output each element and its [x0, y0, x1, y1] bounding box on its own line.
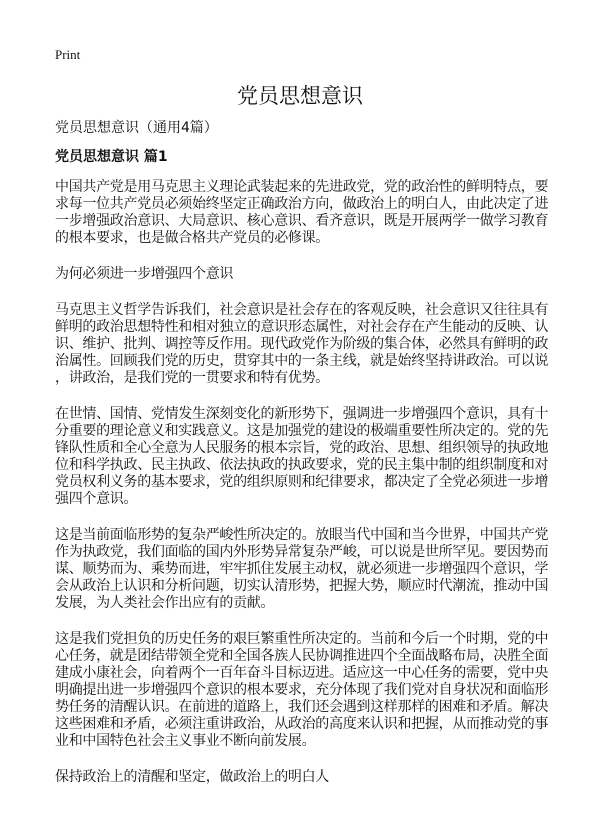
document-body: [55, 120, 549, 805]
paragraph: [55, 527, 549, 612]
text-line: 心任务，就是团结带领全党和全国各族人民协调推进四个全面战略布局，决胜全面: [55, 648, 549, 664]
text-line: 求每一位共产党员必须始终坚定正确政治方向，做政治上的明白人，由此决定了进: [55, 196, 549, 212]
text-line: 治属性。回顾我们党的历史，贯穿其中的一条主线，就是始终坚持讲政治。可以说: [55, 353, 549, 369]
paragraph: [55, 769, 545, 786]
text-line: 谋、顺势而为、乘势而进，牢牢抓住发展主动权，就必须进一步增强四个意识，学: [55, 561, 549, 577]
text-line: 鲜明的政治思想特性和相对独立的意识形态属性，对社会存在产生能动的反映、认: [55, 319, 549, 335]
text-line: 强四个意识。: [55, 491, 138, 507]
text-line: 在世情、国情、党情发生深刻变化的新形势下，强调进一步增强四个意识，具有十: [55, 406, 549, 422]
paragraphs: [55, 179, 549, 786]
text-line: 一步增强政治意识、大局意识、核心意识、看齐意识，既是开展两学一做学习教育: [55, 213, 549, 229]
paragraph: [55, 266, 545, 283]
text-line: 这是当前面临形势的复杂严峻性所决定的。放眼当代中国和当今世界，中国共产党: [55, 527, 549, 543]
text-line: 会从政治上认识和分析问题，切实认清形势，把握大势，顺应时代潮流，推动中国: [55, 578, 549, 594]
paragraph: [55, 179, 549, 247]
text-line: 发展，为人类社会作出应有的贡献。: [55, 595, 275, 611]
text-line: 这是我们党担负的历史任务的艰巨繁重性所决定的。当前和今后一个时期，党的中: [55, 631, 549, 647]
paragraph: [55, 631, 549, 750]
text-line: 锋队性质和全心全意为人民服务的根本宗旨，党的政治、思想、组织领导的执政地: [55, 440, 549, 456]
paragraph: [55, 302, 549, 387]
paragraph: [55, 406, 549, 508]
text-line: 建成小康社会，向着两个一百年奋斗目标迈进。适应这一中心任务的需要，党中央: [55, 665, 549, 681]
text-line: 势任务的清醒认识。在前进的道路上，我们还会遇到这样那样的困难和矛盾。解决: [55, 699, 549, 715]
text-line: 为何必须进一步增强四个意识: [55, 266, 234, 282]
text-line: 这些困难和矛盾，必须注重讲政治，从政治的高度来认识和把握，从而推动党的事: [55, 716, 549, 732]
text-line: 马克思主义哲学告诉我们，社会意识是社会存在的客观反映，社会意识又往往具有: [55, 302, 549, 318]
print-link[interactable]: Print: [55, 47, 81, 62]
text-line: 分重要的理论意义和实践意义。这是加强党的建设的极端重要性所决定的。党的先: [55, 423, 549, 439]
text-line: 明确提出进一步增强四个意识的根本要求，充分体现了我们党对自身状况和面临形: [55, 682, 549, 698]
section-heading: 党员思想意识 篇1: [55, 149, 168, 165]
document-subtitle: 党员思想意识（通用4篇）: [55, 120, 218, 136]
text-line: ，讲政治，是我们党的一贯要求和特有优势。: [55, 370, 329, 386]
text-line: 位和科学执政、民主执政、依法执政的执政要求，党的民主集中制的组织制度和对: [55, 457, 549, 473]
text-line: 识、维护、批判、调控等反作用。现代政党作为阶级的集合体，必然具有鲜明的政: [55, 336, 549, 352]
text-line: 作为执政党，我们面临的国内外形势异常复杂严峻，可以说是世所罕见。要因势而: [55, 544, 549, 560]
text-line: 的根本要求，也是做合格共产党员的必修课。: [55, 230, 329, 246]
text-line: 保持政治上的清醒和坚定，做政治上的明白人: [55, 769, 329, 785]
text-line: 业和中国特色社会主义事业不断向前发展。: [55, 733, 316, 749]
page-title: 党员思想意识: [237, 84, 363, 108]
text-line: 党员权利义务的基本要求，党的组织原则和纪律要求，都决定了全党必须进一步增: [55, 474, 549, 490]
text-line: 中国共产党是用马克思主义理论武装起来的先进政党，党的政治性的鲜明特点，要: [55, 179, 549, 195]
